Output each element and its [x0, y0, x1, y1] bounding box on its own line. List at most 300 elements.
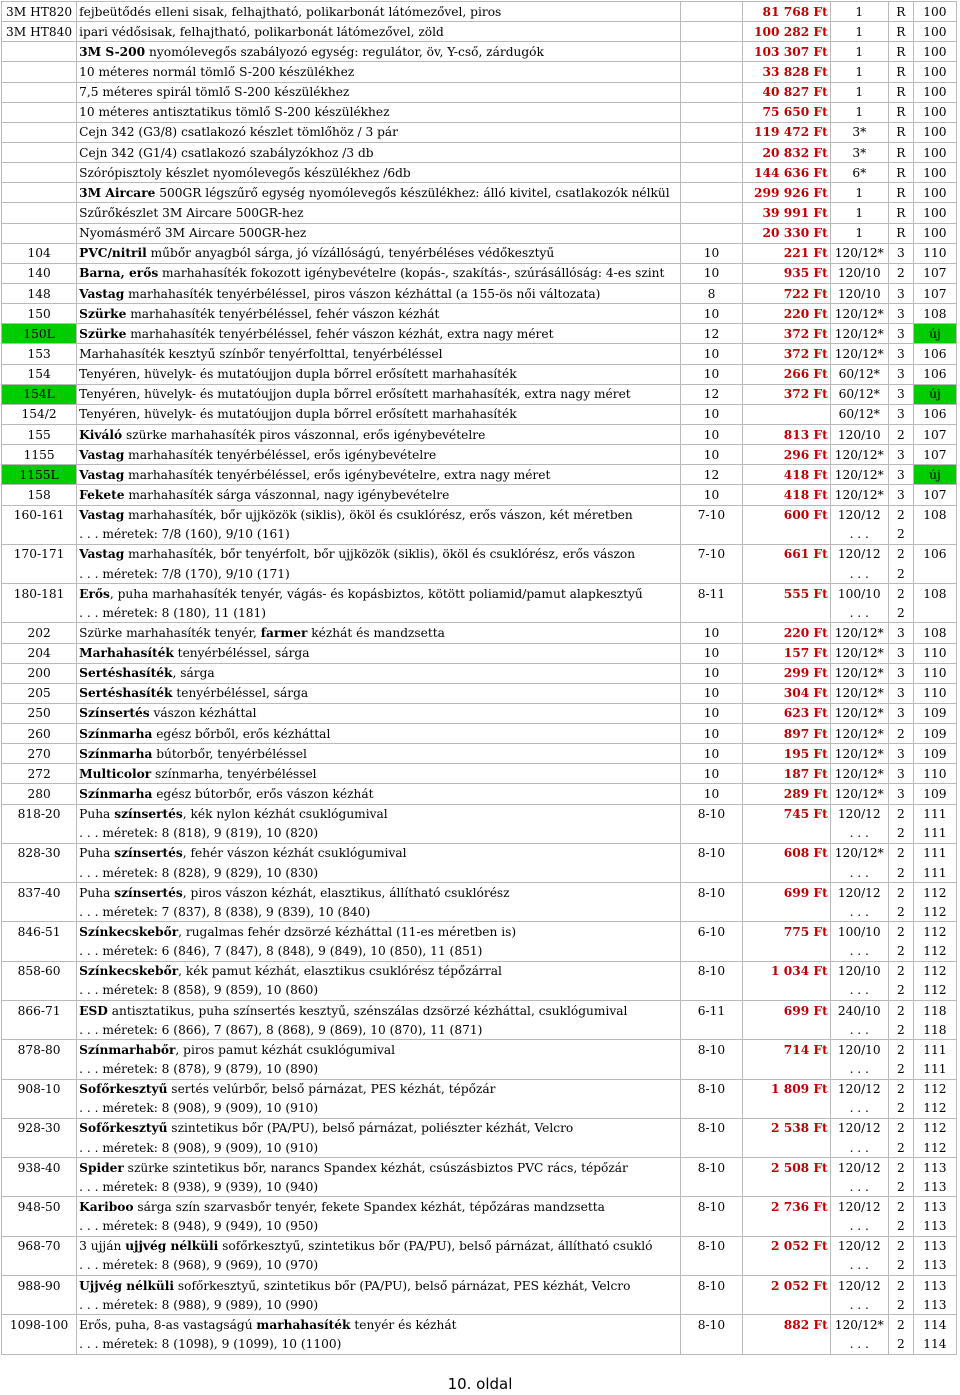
- table-row: [2, 643, 957, 663]
- carton-unit-cell: 3*: [830, 142, 888, 162]
- catalog-page-cell: 100: [913, 142, 956, 162]
- product-description-cell: . . . méretek: 8 (938), 9 (939), 10 (940): [77, 1177, 681, 1197]
- category-cell: 3: [888, 465, 913, 485]
- price-cell: 372 Ft: [742, 344, 830, 364]
- carton-unit-cell: 120/10: [830, 424, 888, 444]
- catalog-page-cell: 113: [913, 1158, 956, 1178]
- catalog-page-cell: 108: [913, 505, 956, 525]
- product-description-cell: Kiváló szürke marhahasíték piros vászonnal, erős igénybevételre: [77, 424, 681, 444]
- price-cell: 100 282 Ft: [742, 22, 830, 42]
- carton-unit-cell: 120/12*: [830, 744, 888, 764]
- package-size-cell: [681, 82, 742, 102]
- carton-unit-cell: . . .: [830, 902, 888, 922]
- category-cell: 2: [888, 1315, 913, 1335]
- product-code-cell: 170-171: [2, 544, 77, 564]
- carton-unit-cell: 60/12*: [830, 384, 888, 404]
- package-size-cell: [681, 942, 742, 962]
- category-cell: R: [888, 22, 913, 42]
- catalog-page-cell: 100: [913, 22, 956, 42]
- price-cell: 418 Ft: [742, 465, 830, 485]
- price-cell: 2 736 Ft: [742, 1197, 830, 1217]
- category-cell: 2: [888, 525, 913, 545]
- catalog-page-cell: 112: [913, 902, 956, 922]
- package-size-cell: 8-10: [681, 883, 742, 903]
- catalog-page-cell: új: [913, 324, 956, 344]
- category-cell: 2: [888, 1118, 913, 1138]
- carton-unit-cell: 120/10: [830, 263, 888, 283]
- product-code-cell: [2, 223, 77, 243]
- category-cell: 2: [888, 1177, 913, 1197]
- carton-unit-cell: 120/12: [830, 1118, 888, 1138]
- product-code-cell: 104: [2, 243, 77, 263]
- category-cell: 3: [888, 744, 913, 764]
- catalog-page-cell: 113: [913, 1177, 956, 1197]
- package-size-cell: [681, 1256, 742, 1276]
- category-cell: 2: [888, 1099, 913, 1119]
- product-code-cell: 828-30: [2, 843, 77, 863]
- price-cell: 2 538 Ft: [742, 1118, 830, 1138]
- price-cell: 745 Ft: [742, 804, 830, 824]
- table-row: [2, 344, 957, 364]
- catalog-page-cell: 107: [913, 263, 956, 283]
- price-cell: 20 832 Ft: [742, 142, 830, 162]
- price-cell: [742, 1138, 830, 1158]
- catalog-page-cell: 112: [913, 1079, 956, 1099]
- product-description-cell: . . . méretek: 8 (948), 9 (949), 10 (950): [77, 1217, 681, 1237]
- product-description-cell: Vastag marhahasíték tenyérbéléssel, erős igénybevételre, extra nagy méret: [77, 465, 681, 485]
- category-cell: 2: [888, 804, 913, 824]
- product-code-cell: [2, 122, 77, 142]
- table-row: [2, 263, 957, 283]
- price-cell: 221 Ft: [742, 243, 830, 263]
- package-size-cell: 8-10: [681, 1040, 742, 1060]
- product-code-cell: 948-50: [2, 1197, 77, 1217]
- product-code-cell: 148: [2, 283, 77, 303]
- category-cell: 3: [888, 344, 913, 364]
- table-row: [2, 1059, 957, 1079]
- product-description-cell: Sofőrkesztyű sertés velúrbőr, belső párnázat, PES kézhát, tépőzár: [77, 1079, 681, 1099]
- price-cell: [742, 824, 830, 844]
- carton-unit-cell: . . .: [830, 1177, 888, 1197]
- price-cell: 195 Ft: [742, 744, 830, 764]
- catalog-page-cell: 111: [913, 824, 956, 844]
- package-size-cell: [681, 902, 742, 922]
- catalog-page-cell: 113: [913, 1276, 956, 1296]
- category-cell: R: [888, 203, 913, 223]
- price-cell: 2 508 Ft: [742, 1158, 830, 1178]
- table-row: [2, 1177, 957, 1197]
- table-row: [2, 122, 957, 142]
- catalog-page-cell: 113: [913, 1295, 956, 1315]
- category-cell: 2: [888, 1001, 913, 1021]
- table-row: [2, 784, 957, 804]
- product-description-cell: Színmarha bútorbőr, tenyérbéléssel: [77, 744, 681, 764]
- category-cell: 2: [888, 584, 913, 604]
- table-row: [2, 1099, 957, 1119]
- package-size-cell: 8: [681, 283, 742, 303]
- carton-unit-cell: . . .: [830, 1020, 888, 1040]
- product-code-cell: [2, 62, 77, 82]
- category-cell: 3: [888, 485, 913, 505]
- category-cell: 2: [888, 863, 913, 883]
- product-code-cell: 272: [2, 764, 77, 784]
- product-code-cell: [2, 902, 77, 922]
- catalog-page-cell: 100: [913, 42, 956, 62]
- table-row: [2, 961, 957, 981]
- product-description-cell: Színkecskebőr, rugalmas fehér dzsörzé kézháttal (11-es méretben is): [77, 922, 681, 942]
- package-size-cell: [681, 203, 742, 223]
- price-cell: [742, 525, 830, 545]
- table-row: [2, 1315, 957, 1335]
- category-cell: R: [888, 82, 913, 102]
- price-cell: 418 Ft: [742, 485, 830, 505]
- product-description-cell: Színmarha egész bőrből, erős kézháttal: [77, 724, 681, 744]
- product-code-cell: 3M HT840: [2, 22, 77, 42]
- category-cell: 3: [888, 643, 913, 663]
- price-cell: 897 Ft: [742, 724, 830, 744]
- category-cell: 2: [888, 724, 913, 744]
- price-cell: 623 Ft: [742, 703, 830, 723]
- catalog-page-cell: 108: [913, 304, 956, 324]
- package-size-cell: 8-10: [681, 843, 742, 863]
- category-cell: R: [888, 42, 913, 62]
- price-cell: 1 809 Ft: [742, 1079, 830, 1099]
- category-cell: R: [888, 102, 913, 122]
- product-code-cell: [2, 863, 77, 883]
- product-description-cell: . . . méretek: 8 (858), 9 (859), 10 (860): [77, 981, 681, 1001]
- price-cell: 2 052 Ft: [742, 1276, 830, 1296]
- catalog-page-cell: 112: [913, 1118, 956, 1138]
- carton-unit-cell: 120/10: [830, 283, 888, 303]
- table-row: [2, 384, 957, 404]
- product-code-cell: 205: [2, 683, 77, 703]
- category-cell: 2: [888, 1138, 913, 1158]
- table-row: [2, 62, 957, 82]
- carton-unit-cell: 120/12*: [830, 623, 888, 643]
- price-cell: [742, 1059, 830, 1079]
- product-description-cell: PVC/nitril műbőr anyagból sárga, jó vízállóságú, tenyérbéléses védőkesztyű: [77, 243, 681, 263]
- carton-unit-cell: 1: [830, 22, 888, 42]
- price-cell: [742, 902, 830, 922]
- product-code-cell: 200: [2, 663, 77, 683]
- product-code-cell: 153: [2, 344, 77, 364]
- product-code-cell: 968-70: [2, 1236, 77, 1256]
- catalog-page-cell: [913, 603, 956, 623]
- category-cell: 2: [888, 824, 913, 844]
- category-cell: 2: [888, 1079, 913, 1099]
- price-cell: [742, 863, 830, 883]
- product-description-cell: 3 ujján ujjvég nélküli sofőrkesztyű, szintetikus bőr (PA/PU), belső párnázat, állítható csukló: [77, 1236, 681, 1256]
- package-size-cell: 8-10: [681, 1118, 742, 1138]
- product-description-cell: 10 méteres normál tömlő S-200 készülékhez: [77, 62, 681, 82]
- catalog-page-cell: 112: [913, 1099, 956, 1119]
- price-cell: 187 Ft: [742, 764, 830, 784]
- product-description-cell: Spider szürke szintetikus bőr, narancs Spandex kézhát, csúszásbiztos PVC rács, tépőzár: [77, 1158, 681, 1178]
- carton-unit-cell: 120/12*: [830, 663, 888, 683]
- price-cell: 81 768 Ft: [742, 2, 830, 22]
- product-code-cell: 908-10: [2, 1079, 77, 1099]
- package-size-cell: 8-10: [681, 1079, 742, 1099]
- package-size-cell: 8-10: [681, 1276, 742, 1296]
- price-cell: 40 827 Ft: [742, 82, 830, 102]
- catalog-page-cell: 113: [913, 1256, 956, 1276]
- carton-unit-cell: 120/12*: [830, 445, 888, 465]
- category-cell: 3: [888, 324, 913, 344]
- product-code-cell: [2, 1059, 77, 1079]
- catalog-page-cell: új: [913, 384, 956, 404]
- carton-unit-cell: 120/12*: [830, 485, 888, 505]
- table-row: [2, 1138, 957, 1158]
- product-code-cell: 160-161: [2, 505, 77, 525]
- carton-unit-cell: . . .: [830, 824, 888, 844]
- carton-unit-cell: 120/12*: [830, 344, 888, 364]
- catalog-page-cell: 113: [913, 1217, 956, 1237]
- price-cell: 775 Ft: [742, 922, 830, 942]
- price-cell: [742, 942, 830, 962]
- table-row: [2, 824, 957, 844]
- table-row: [2, 744, 957, 764]
- package-size-cell: [681, 1177, 742, 1197]
- price-cell: [742, 1177, 830, 1197]
- package-size-cell: [681, 22, 742, 42]
- package-size-cell: 10: [681, 764, 742, 784]
- product-description-cell: Vastag marhahasíték, bőr ujjközök (siklis), ököl és csuklórész, erős vászon, két méretben: [77, 505, 681, 525]
- carton-unit-cell: 120/12: [830, 544, 888, 564]
- price-cell: [742, 564, 830, 584]
- table-row: [2, 183, 957, 203]
- carton-unit-cell: . . .: [830, 1217, 888, 1237]
- product-description-cell: Vastag marhahasíték tenyérbéléssel, piros vászon kézháttal (a 155-ös női változata): [77, 283, 681, 303]
- category-cell: R: [888, 163, 913, 183]
- catalog-page-cell: 112: [913, 981, 956, 1001]
- product-code-cell: 1155L: [2, 465, 77, 485]
- package-size-cell: 10: [681, 744, 742, 764]
- table-row: [2, 922, 957, 942]
- table-row: [2, 863, 957, 883]
- category-cell: 2: [888, 263, 913, 283]
- carton-unit-cell: 100/10: [830, 584, 888, 604]
- category-cell: 2: [888, 603, 913, 623]
- product-code-cell: 280: [2, 784, 77, 804]
- product-description-cell: Szürke marhahasíték tenyér, farmer kézhát és mandzsetta: [77, 623, 681, 643]
- carton-unit-cell: 120/12*: [830, 465, 888, 485]
- price-cell: 39 991 Ft: [742, 203, 830, 223]
- product-code-cell: [2, 42, 77, 62]
- product-code-cell: 150: [2, 304, 77, 324]
- table-row: [2, 1217, 957, 1237]
- table-row: [2, 102, 957, 122]
- category-cell: 2: [888, 922, 913, 942]
- product-code-cell: 260: [2, 724, 77, 744]
- catalog-page-cell: 109: [913, 703, 956, 723]
- category-cell: R: [888, 2, 913, 22]
- table-row: [2, 82, 957, 102]
- package-size-cell: 10: [681, 424, 742, 444]
- product-description-cell: Színmarhabőr, piros pamut kézhát csuklógumival: [77, 1040, 681, 1060]
- catalog-page-cell: 111: [913, 1040, 956, 1060]
- price-cell: 119 472 Ft: [742, 122, 830, 142]
- carton-unit-cell: . . .: [830, 1256, 888, 1276]
- carton-unit-cell: 1: [830, 223, 888, 243]
- catalog-page-cell: 114: [913, 1334, 956, 1354]
- price-cell: 722 Ft: [742, 283, 830, 303]
- carton-unit-cell: 100/10: [830, 922, 888, 942]
- table-row: [2, 42, 957, 62]
- category-cell: 2: [888, 902, 913, 922]
- carton-unit-cell: 120/12*: [830, 784, 888, 804]
- category-cell: 2: [888, 1334, 913, 1354]
- catalog-page-cell: 112: [913, 942, 956, 962]
- price-cell: 20 330 Ft: [742, 223, 830, 243]
- package-size-cell: [681, 142, 742, 162]
- product-description-cell: Fekete marhahasíték sárga vászonnal, nagy igénybevételre: [77, 485, 681, 505]
- price-cell: 103 307 Ft: [742, 42, 830, 62]
- table-row: [2, 223, 957, 243]
- product-code-cell: 928-30: [2, 1118, 77, 1138]
- table-row: [2, 142, 957, 162]
- table-row: [2, 584, 957, 604]
- table-row: [2, 1236, 957, 1256]
- category-cell: 3: [888, 283, 913, 303]
- carton-unit-cell: 120/12*: [830, 243, 888, 263]
- package-size-cell: [681, 1295, 742, 1315]
- category-cell: 2: [888, 1197, 913, 1217]
- carton-unit-cell: 120/12*: [830, 683, 888, 703]
- package-size-cell: 8-10: [681, 1158, 742, 1178]
- category-cell: 2: [888, 961, 913, 981]
- carton-unit-cell: 1: [830, 203, 888, 223]
- carton-unit-cell: 120/12*: [830, 643, 888, 663]
- package-size-cell: 10: [681, 304, 742, 324]
- price-cell: 1 034 Ft: [742, 961, 830, 981]
- carton-unit-cell: . . .: [830, 1334, 888, 1354]
- table-row: [2, 942, 957, 962]
- package-size-cell: [681, 564, 742, 584]
- price-cell: 372 Ft: [742, 384, 830, 404]
- product-description-cell: Vastag marhahasíték, bőr tenyérfolt, bőr ujjközök (siklis), ököl és csuklórész, erős vászon: [77, 544, 681, 564]
- table-row: [2, 724, 957, 744]
- table-row: [2, 283, 957, 303]
- category-cell: 2: [888, 1158, 913, 1178]
- product-description-cell: . . . méretek: 8 (180), 11 (181): [77, 603, 681, 623]
- price-cell: 75 650 Ft: [742, 102, 830, 122]
- product-description-cell: Szűrőkészlet 3M Aircare 500GR-hez: [77, 203, 681, 223]
- table-row: [2, 1276, 957, 1296]
- table-row: [2, 1040, 957, 1060]
- product-description-cell: Sofőrkesztyű szintetikus bőr (PA/PU), belső párnázat, poliészter kézhát, Velcro: [77, 1118, 681, 1138]
- carton-unit-cell: 120/12: [830, 505, 888, 525]
- table-row: [2, 324, 957, 344]
- category-cell: R: [888, 223, 913, 243]
- product-description-cell: Cejn 342 (G3/8) csatlakozó készlet tömlőhöz / 3 pár: [77, 122, 681, 142]
- product-code-cell: 938-40: [2, 1158, 77, 1178]
- catalog-page-cell: 100: [913, 203, 956, 223]
- carton-unit-cell: 120/12: [830, 1236, 888, 1256]
- product-description-cell: Tenyéren, hüvelyk- és mutatóujjon dupla bőrrel erősített marhahasíték: [77, 404, 681, 424]
- product-description-cell: . . . méretek: 6 (846), 7 (847), 8 (848), 9 (849), 10 (850), 11 (851): [77, 942, 681, 962]
- table-row: [2, 603, 957, 623]
- table-row: [2, 1295, 957, 1315]
- price-cell: 157 Ft: [742, 643, 830, 663]
- product-code-cell: [2, 142, 77, 162]
- product-code-cell: [2, 82, 77, 102]
- package-size-cell: 8-10: [681, 1236, 742, 1256]
- carton-unit-cell: 6*: [830, 163, 888, 183]
- category-cell: 3: [888, 304, 913, 324]
- price-cell: 555 Ft: [742, 584, 830, 604]
- product-code-cell: 155: [2, 424, 77, 444]
- table-row: [2, 843, 957, 863]
- price-cell: 372 Ft: [742, 324, 830, 344]
- carton-unit-cell: 120/12: [830, 1276, 888, 1296]
- package-size-cell: [681, 1099, 742, 1119]
- catalog-page-cell: 109: [913, 744, 956, 764]
- catalog-page-cell: 110: [913, 643, 956, 663]
- category-cell: 2: [888, 981, 913, 1001]
- product-code-cell: [2, 183, 77, 203]
- table-row: [2, 683, 957, 703]
- category-cell: 2: [888, 1040, 913, 1060]
- product-rows: [2, 2, 957, 1355]
- product-description-cell: ESD antisztatikus, puha színsertés kesztyű, szénszálas dzsörzé kézháttal, csuklógumival: [77, 1001, 681, 1021]
- table-row: [2, 804, 957, 824]
- table-row: [2, 445, 957, 465]
- catalog-page-cell: 106: [913, 364, 956, 384]
- catalog-page-cell: 111: [913, 804, 956, 824]
- category-cell: 3: [888, 445, 913, 465]
- product-code-cell: [2, 1177, 77, 1197]
- table-row: [2, 203, 957, 223]
- catalog-page-cell: 109: [913, 784, 956, 804]
- table-row: [2, 243, 957, 263]
- catalog-page-cell: 106: [913, 544, 956, 564]
- category-cell: 2: [888, 505, 913, 525]
- price-cell: [742, 1099, 830, 1119]
- category-cell: R: [888, 142, 913, 162]
- catalog-page-cell: 108: [913, 584, 956, 604]
- catalog-page-cell: 110: [913, 663, 956, 683]
- product-description-cell: . . . méretek: 8 (818), 9 (819), 10 (820): [77, 824, 681, 844]
- package-size-cell: [681, 122, 742, 142]
- carton-unit-cell: 1: [830, 62, 888, 82]
- package-size-cell: 10: [681, 445, 742, 465]
- catalog-page-cell: 114: [913, 1315, 956, 1335]
- product-code-cell: 1155: [2, 445, 77, 465]
- product-description-cell: . . . méretek: 7/8 (160), 9/10 (161): [77, 525, 681, 545]
- category-cell: 2: [888, 942, 913, 962]
- package-size-cell: [681, 102, 742, 122]
- price-cell: 699 Ft: [742, 1001, 830, 1021]
- catalog-page-cell: 107: [913, 445, 956, 465]
- table-row: [2, 564, 957, 584]
- catalog-page-cell: 100: [913, 183, 956, 203]
- table-row: [2, 663, 957, 683]
- category-cell: 2: [888, 883, 913, 903]
- product-description-cell: Erős, puha, 8-as vastagságú marhahasíték tenyér és kézhát: [77, 1315, 681, 1335]
- package-size-cell: [681, 863, 742, 883]
- catalog-page-cell: 111: [913, 1059, 956, 1079]
- carton-unit-cell: 60/12*: [830, 364, 888, 384]
- product-code-cell: 204: [2, 643, 77, 663]
- catalog-page-cell: új: [913, 465, 956, 485]
- product-description-cell: 7,5 méteres spirál tömlő S-200 készülékhez: [77, 82, 681, 102]
- price-cell: 299 Ft: [742, 663, 830, 683]
- package-size-cell: 10: [681, 724, 742, 744]
- package-size-cell: 10: [681, 643, 742, 663]
- carton-unit-cell: 120/12: [830, 804, 888, 824]
- package-size-cell: [681, 1334, 742, 1354]
- package-size-cell: 12: [681, 324, 742, 344]
